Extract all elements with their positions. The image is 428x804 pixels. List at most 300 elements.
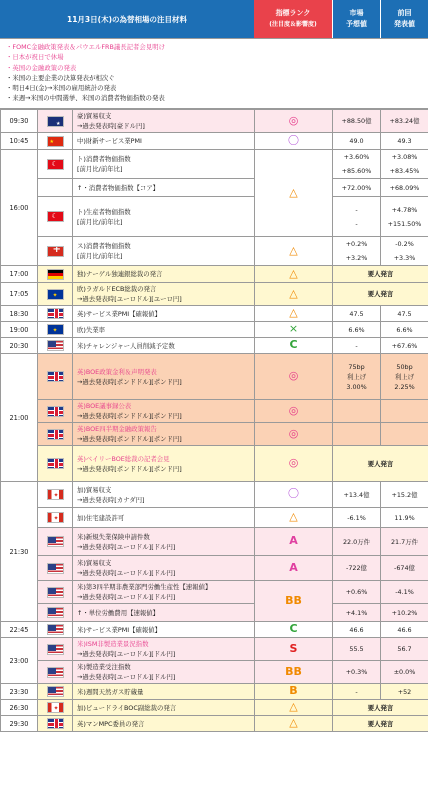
rank-cell: [255, 266, 333, 283]
previous-value: [381, 322, 428, 338]
value-line: +85.60%: [341, 167, 372, 175]
flag-cell: [38, 638, 73, 661]
rank-header-sub: (注目度＆影響度): [269, 21, 317, 28]
forecast-value: [333, 150, 381, 179]
event-title: 英)マンMPC委員の発言: [77, 719, 145, 728]
rank-symbol: A: [289, 534, 298, 547]
flag-cell: [38, 354, 73, 400]
event-name-cell[interactable]: [73, 700, 255, 716]
flag-de-icon: [47, 269, 64, 280]
flag-us-icon: [47, 563, 64, 574]
value-line: +0.3%: [345, 668, 368, 676]
rank-cell: [255, 556, 333, 581]
event-name-cell[interactable]: [73, 661, 255, 684]
value-line: 6.6%: [396, 325, 413, 334]
forecast-value: [333, 322, 381, 338]
event-title: 米)製造業受注指数: [77, 663, 131, 671]
value-line: +3.60%: [343, 153, 370, 161]
rank-symbol: ×: [288, 322, 299, 335]
rank-cell: [255, 700, 333, 716]
rank-symbol: ◎: [288, 426, 299, 440]
flag-cell: [38, 423, 73, 446]
rank-cell: [255, 354, 333, 400]
event-row: [1, 528, 428, 556]
rank-symbol: △: [289, 185, 298, 199]
value-line: +4.1%: [345, 608, 368, 617]
value-line: 22.0万件: [342, 537, 370, 546]
value-line: +83.45%: [389, 167, 420, 175]
rank-symbol: ◎: [288, 456, 299, 469]
event-name-cell[interactable]: [73, 338, 255, 354]
value-line: -6.1%: [347, 513, 366, 522]
event-name-cell[interactable]: [73, 266, 255, 283]
previous-value: [381, 133, 428, 150]
rank-cell: [255, 622, 333, 638]
event-row: [1, 322, 428, 338]
rank-symbol: S: [289, 641, 298, 655]
event-subline: →過去発表時[ポンドドル][ポンド円]: [77, 464, 182, 473]
speech-label: 要人発言: [333, 716, 428, 732]
event-subline: [前月比/前年比]: [77, 217, 123, 226]
event-name-cell[interactable]: [73, 581, 255, 604]
event-title: 豪)貿易収支: [77, 112, 112, 120]
event-row: [1, 306, 428, 322]
flag-ca-icon: [47, 702, 64, 713]
event-time: 09:30: [1, 110, 38, 133]
note-line: ・FOMC金融政策発表＆パウエルFRB議長記者会見明け: [6, 43, 165, 51]
forecast-value: [333, 622, 381, 638]
rank-symbol: 〇: [288, 487, 299, 500]
event-row: [1, 338, 428, 354]
event-name-cell[interactable]: [73, 482, 255, 508]
event-name-cell[interactable]: [73, 133, 255, 150]
value-line: +83.24億: [389, 117, 420, 125]
value-line: +88.50億: [341, 117, 372, 125]
event-time: 29:30: [1, 716, 38, 732]
rank-symbol: B: [289, 684, 298, 697]
flag-cell: [38, 179, 73, 197]
flag-eu-icon: [47, 289, 64, 300]
event-time: 22:45: [1, 622, 38, 638]
forecast-header-title: 市場: [349, 9, 364, 17]
flag-cell: [38, 622, 73, 638]
flag-gb-icon: [47, 458, 64, 469]
note-line: ・来週→米国の中間選挙、米国の消費者物価指数の発表: [6, 94, 165, 103]
event-row: [1, 604, 428, 622]
event-title: ↑・単位労働費用【速報値】: [77, 608, 160, 617]
value-line: +3.2%: [345, 254, 368, 262]
flag-cell: [38, 556, 73, 581]
rank-symbol: △: [289, 700, 298, 713]
previous-value: [381, 661, 428, 684]
event-name-cell[interactable]: [73, 528, 255, 556]
flag-tr-icon: [47, 211, 64, 222]
event-subline: →過去発表時[ポンドドル][ポンド円]: [77, 412, 182, 420]
forecast-value: [333, 482, 381, 508]
flag-cell: [38, 283, 73, 306]
previous-value: [381, 338, 428, 354]
value-line: +72.00%: [341, 183, 372, 192]
rank-cell: [255, 661, 333, 684]
rank-symbol: C: [289, 338, 298, 351]
flag-ca-icon: [47, 512, 64, 523]
value-line: 6.6%: [348, 325, 365, 334]
flag-us-icon: [47, 644, 64, 655]
value-line: 56.7: [397, 645, 412, 653]
event-time: 10:45: [1, 133, 38, 150]
event-time: 17:00: [1, 266, 38, 283]
flag-us-icon: [47, 340, 64, 351]
flag-us-icon: [47, 624, 64, 635]
flag-cell: [38, 322, 73, 338]
flag-us-icon: [47, 667, 64, 678]
speech-label: 要人発言: [333, 700, 428, 716]
event-subline: →過去発表時[ユーロドル][ドル円]: [77, 542, 176, 551]
flag-us-icon: [47, 587, 64, 598]
forecast-value: [333, 638, 381, 661]
event-row: [1, 661, 428, 684]
event-name-cell[interactable]: [73, 622, 255, 638]
previous-value: [381, 482, 428, 508]
event-row: [1, 354, 428, 400]
value-line: +4.78%: [391, 205, 418, 214]
forecast-value: [333, 508, 381, 528]
event-time: 26:30: [1, 700, 38, 716]
rank-cell: [255, 482, 333, 508]
event-title: 英)ベイリーBOE総裁の記者会見: [77, 454, 170, 463]
event-name-cell[interactable]: [73, 446, 255, 482]
previous-value: [381, 306, 428, 322]
value-line: -: [355, 687, 358, 696]
event-title: ス)消費者物価指数: [77, 242, 131, 250]
rank-cell: [255, 528, 333, 556]
note-line: ・米国の主要企業の決算発表が相次ぐ: [6, 73, 115, 82]
value-line: ±0.0%: [393, 668, 416, 676]
value-line: 46.6: [397, 625, 412, 634]
value-line: +10.2%: [391, 608, 418, 617]
event-name-cell[interactable]: [73, 197, 255, 237]
rank-header-title: 指標ランク: [275, 9, 311, 17]
forecast-value: [333, 179, 381, 197]
rank-symbol: BB: [285, 593, 302, 607]
flag-gb-icon: [47, 718, 64, 729]
previous-value: [381, 110, 428, 133]
event-time: 21:00: [1, 354, 38, 482]
event-row: [1, 446, 428, 482]
event-title: ト)生産者物価指数: [77, 207, 131, 216]
previous-value: [381, 150, 428, 179]
event-time: 17:05: [1, 283, 38, 306]
event-name-cell[interactable]: [73, 508, 255, 528]
forecast-header-sub: 予想値: [346, 20, 367, 28]
event-name-cell[interactable]: [73, 283, 255, 306]
flag-gb-icon: [47, 308, 64, 319]
flag-us-icon: [47, 607, 64, 618]
value-line: 利上げ: [394, 372, 415, 381]
event-title: 欧)ラガルドECB総裁の発言: [77, 285, 157, 293]
event-title: 英)サービス業PMI【確報値】: [77, 309, 162, 318]
event-row: [1, 622, 428, 638]
forecast-value: [333, 400, 381, 423]
flag-cell: [38, 306, 73, 322]
event-subline: →過去発表時[ユーロドル][ドル円]: [77, 650, 176, 658]
previous-value: [381, 604, 428, 622]
event-name-cell[interactable]: [73, 179, 255, 197]
rank-symbol: ◎: [288, 369, 299, 382]
event-title: ト)消費者物価指数: [77, 155, 131, 163]
event-subline: →過去発表時[ユーロドル][ドル円]: [77, 593, 176, 601]
value-line: 2.25%: [394, 382, 415, 391]
forecast-value: [333, 604, 381, 622]
event-title: 米)サービス業PMI【確報値】: [77, 625, 162, 634]
value-line: 利上げ: [346, 372, 367, 381]
flag-cell: [38, 133, 73, 150]
rank-symbol: △: [289, 510, 298, 523]
flag-cell: [38, 700, 73, 716]
event-name-cell[interactable]: [73, 556, 255, 581]
rank-cell: [255, 684, 333, 700]
event-row: [1, 556, 428, 581]
value-line: 55.5: [349, 645, 364, 653]
value-line: +0.6%: [345, 588, 368, 596]
event-subline: →過去発表時[ユーロドル][ドル円]: [77, 569, 176, 577]
previous-value: [381, 508, 428, 528]
note-line: ・英国の金融政策の発表: [6, 63, 77, 72]
header-bar: [0, 0, 428, 39]
value-line: +67.6%: [391, 341, 418, 350]
flag-eu-icon: [47, 324, 64, 335]
previous-value: [381, 423, 428, 446]
value-line: 50bp: [396, 362, 413, 371]
rank-cell: [255, 581, 333, 622]
event-title: 独)ナーゲル独連銀総裁の発言: [77, 270, 163, 278]
previous-value: [381, 197, 428, 237]
rank-cell: [255, 133, 333, 150]
value-line: 11.9%: [394, 513, 415, 522]
event-time: 19:00: [1, 322, 38, 338]
flag-gb-icon: [47, 429, 64, 440]
event-name-cell[interactable]: [73, 638, 255, 661]
event-subline: →過去発表時[豪ドル円]: [77, 122, 145, 130]
event-title: 中)財新サービス業PMI: [77, 137, 142, 145]
forecast-value: [333, 133, 381, 150]
event-row: [1, 237, 428, 266]
forecast-header: [332, 0, 380, 38]
event-name-cell[interactable]: [73, 423, 255, 446]
event-name-cell[interactable]: [73, 604, 255, 622]
rank-symbol: △: [289, 266, 298, 280]
rank-header: [254, 0, 332, 38]
rank-cell: [255, 150, 333, 237]
rank-cell: [255, 716, 333, 732]
flag-cell: [38, 400, 73, 423]
forecast-value: [333, 237, 381, 266]
event-title: 米)チャレンジャー人員削減予定数: [77, 341, 175, 350]
previous-header-sub: 発表値: [394, 20, 415, 28]
flag-gb-icon: [47, 406, 64, 417]
previous-value: [381, 638, 428, 661]
flag-tr-icon: [47, 159, 64, 170]
flag-cell: [38, 604, 73, 622]
flag-cell: [38, 266, 73, 283]
value-line: +3.3%: [393, 254, 416, 262]
event-time: 16:00: [1, 150, 38, 266]
rank-symbol: 〇: [288, 133, 299, 147]
value-line: 47.5: [397, 309, 412, 318]
rank-cell: [255, 110, 333, 133]
speech-label: 要人発言: [333, 283, 428, 306]
event-row: [1, 482, 428, 508]
notes-box: [0, 39, 428, 109]
page-title: 11月3日(木)の為替相場の注目材料: [0, 0, 254, 38]
rank-cell: [255, 508, 333, 528]
event-name-cell[interactable]: [73, 306, 255, 322]
rank-cell: [255, 400, 333, 423]
value-line: -0.2%: [395, 240, 414, 248]
value-line: +15.2億: [391, 490, 418, 499]
flag-cell: [38, 237, 73, 266]
flag-cell: [38, 508, 73, 528]
forecast-value: [333, 661, 381, 684]
event-name-cell[interactable]: [73, 322, 255, 338]
flag-us-icon: [47, 686, 64, 697]
forecast-value: [333, 556, 381, 581]
value-line: +68.09%: [389, 183, 420, 192]
event-title: 米)貿易収支: [77, 559, 112, 567]
rank-cell: [255, 446, 333, 482]
event-name-cell[interactable]: [73, 716, 255, 732]
forecast-value: [333, 197, 381, 237]
event-name-cell[interactable]: [73, 110, 255, 133]
rank-cell: [255, 283, 333, 306]
flag-cell: [38, 150, 73, 179]
event-name-cell[interactable]: [73, 150, 255, 179]
event-title: 加)ビュードライBOC副総裁の発言: [77, 703, 177, 712]
event-subline: →過去発表時[ユーロドル][ドル円]: [77, 673, 176, 681]
forecast-value: [333, 528, 381, 556]
value-line: 3.00%: [346, 382, 367, 391]
value-line: +13.4億: [343, 490, 370, 499]
event-row: [1, 179, 428, 197]
event-subline: [前月比/前年比]: [77, 165, 123, 173]
previous-value: [381, 622, 428, 638]
forecast-value: [333, 684, 381, 700]
event-time: 18:30: [1, 306, 38, 322]
event-title: 加)貿易収支: [77, 485, 112, 494]
flag-au-icon: [47, 116, 64, 127]
event-subline: →過去発表時[カナダ円]: [77, 495, 145, 504]
forecast-value: [333, 423, 381, 446]
flag-cell: [38, 482, 73, 508]
rank-symbol: C: [289, 622, 298, 635]
event-title: 米)新規失業保険申請件数: [77, 532, 150, 541]
speech-label: 要人発言: [333, 266, 428, 283]
rank-symbol: ◎: [288, 113, 299, 127]
flag-cell: [38, 110, 73, 133]
flag-cell: [38, 528, 73, 556]
event-row: [1, 110, 428, 133]
rank-symbol: △: [289, 306, 298, 319]
previous-value: [381, 556, 428, 581]
event-title: 加)住宅建設許可: [77, 513, 125, 522]
flag-cell: [38, 446, 73, 482]
value-line: +52: [397, 687, 412, 696]
event-title: 米)ISM非製造業景況指数: [77, 640, 149, 648]
event-title: 米)第3四半期非農業部門労働生産性【速報値】: [77, 583, 212, 591]
event-row: [1, 700, 428, 716]
value-line: 49.3: [397, 137, 412, 145]
note-line: ・日本が祝日で休場: [6, 53, 64, 62]
event-title: 英)BOE政策金利＆声明発表: [77, 367, 157, 376]
note-line: ・明日4日(金)→米国の雇用統計の発表: [6, 84, 117, 93]
flag-ca-icon: [47, 489, 64, 500]
flag-us-icon: [47, 536, 64, 547]
flag-cell: [38, 716, 73, 732]
value-line: 46.6: [349, 625, 364, 634]
value-line: 21.7万件: [390, 537, 418, 546]
value-line: +3.08%: [391, 153, 418, 161]
event-table: [0, 109, 428, 732]
event-subline: →過去発表時[ポンドドル][ポンド円]: [77, 435, 182, 443]
rank-symbol: A: [289, 560, 298, 574]
forecast-value: [333, 338, 381, 354]
value-line: 75bp: [348, 362, 365, 371]
event-title: 英)BOE議事録公表: [77, 402, 132, 410]
event-row: [1, 400, 428, 423]
event-title: ↑・消費者物価指数【コア】: [77, 183, 160, 192]
event-name-cell[interactable]: [73, 684, 255, 700]
value-line: -: [355, 341, 358, 350]
value-line: -674億: [394, 564, 415, 572]
value-line: -4.1%: [395, 588, 414, 596]
previous-value: [381, 237, 428, 266]
event-row: [1, 133, 428, 150]
previous-header-title: 前回: [397, 9, 412, 17]
event-title: 欧)失業率: [77, 325, 106, 334]
event-row: [1, 508, 428, 528]
event-row: [1, 197, 428, 237]
flag-cell: [38, 661, 73, 684]
rank-symbol: △: [289, 716, 298, 729]
event-name-cell[interactable]: [73, 354, 255, 400]
previous-value: [381, 581, 428, 604]
event-subline: →過去発表時[ユーロドル][ユーロ円]: [77, 295, 182, 303]
event-name-cell[interactable]: [73, 237, 255, 266]
flag-ch-icon: [47, 246, 64, 257]
rank-symbol: △: [289, 243, 298, 257]
rank-symbol: BB: [285, 664, 302, 678]
previous-value: [381, 179, 428, 197]
flag-cell: [38, 338, 73, 354]
forecast-value: [333, 354, 381, 400]
forecast-value: [333, 581, 381, 604]
rank-cell: [255, 237, 333, 266]
previous-value: [381, 354, 428, 400]
event-time: 23:30: [1, 684, 38, 700]
previous-value: [381, 400, 428, 423]
event-row: [1, 638, 428, 661]
event-name-cell[interactable]: [73, 400, 255, 423]
rank-cell: [255, 423, 333, 446]
event-row: [1, 423, 428, 446]
event-time: 21:30: [1, 482, 38, 622]
event-row: [1, 283, 428, 306]
event-title: 米)週間天然ガス貯蔵量: [77, 687, 144, 696]
event-row: [1, 581, 428, 604]
event-row: [1, 684, 428, 700]
value-line: -722億: [346, 564, 367, 572]
value-line: -: [355, 205, 358, 214]
